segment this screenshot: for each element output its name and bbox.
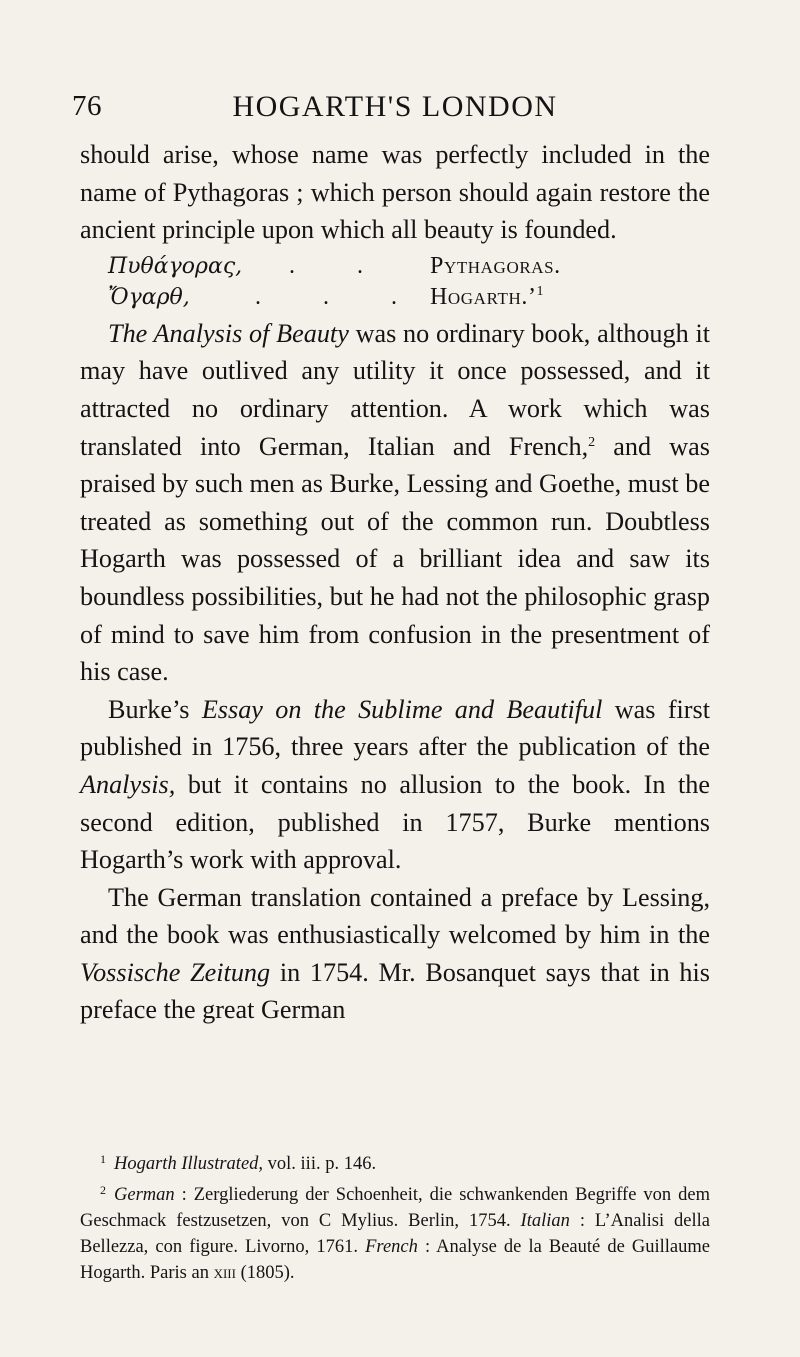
paragraph-text: but it contains no allusion to the book. In the second edition, published in 1757, Burke mentions Hogarth’s work with approval. [80,769,710,875]
paragraph-text: in 1754. Mr. Bosanquet says that in his preface the great German [80,957,710,1025]
book-title: Analysis, [80,769,176,799]
book-title: Essay on the Sublime and Beautiful [201,694,603,724]
running-title: HOGARTH'S LONDON [232,90,558,123]
running-head [72,90,710,130]
leader-dots: . . [289,252,391,279]
footnote-text: vol. iii. p. 146. [263,1154,377,1174]
paragraph-text: The German translation contained a preface by Lessing, and the book was enthusiastically welcomed by him in the [80,882,710,950]
body-text [80,136,710,1029]
greek-name: Πυθάγορας, [108,253,243,279]
footnote-ref: 2 [588,434,596,450]
greek-name: Ὄγαρθ, [108,284,190,310]
footnotes [80,1146,710,1286]
paragraph-text: was first published in 1756, three years after the publication of the [80,694,710,762]
footnote-title: Hogarth Illustrated, [114,1154,264,1174]
footnote-language: French [365,1237,418,1257]
signature-row [108,251,710,282]
paragraph-burke [80,691,710,879]
leader-dots: . . . [255,283,425,310]
latin-name [430,282,544,313]
footnote-ref: 1 [536,283,545,299]
page-number: 76 [72,90,102,122]
paragraph-text: was no ordinary book, although it may have outlived any utility it once possessed, and it attracted no ordinary attention. A work which was translated into German, Italian and French, [80,318,711,461]
latin-name: Pythagoras. [430,252,561,279]
footnote-language: Italian [520,1211,570,1231]
paragraph-analysis [80,315,710,691]
signature-table [108,251,710,313]
footnote-language: German [114,1185,175,1205]
footnote-text: : Zergliederung der Schoenheit, die schwankenden Begriffe von dem Geschmack festzusetzen, von C Mylius. Berlin, 1754. [80,1185,710,1231]
footnote-number: 1 [100,1152,106,1166]
newspaper-title: Vossische Zeitung [80,957,271,987]
footnote-text: : L’Analisi della Bellezza, con figure. Livorno, 1761. [80,1211,711,1257]
book-title: The Analysis of Beauty [108,318,349,348]
footnote-number: 2 [100,1183,106,1197]
paragraph-text: Burke’s [108,694,202,724]
footnote-2 [80,1177,710,1286]
footnote-year-republican: xiii [213,1263,236,1283]
footnote-text: (1805). [235,1263,295,1283]
footnote-1 [80,1146,710,1177]
paragraph-continuation: should arise, whose name was perfectly included in the name of Pythagoras ; which person should again restore the ancient principle upon which all beauty is founded. [80,140,710,245]
paragraph-lessing [80,879,710,1029]
latin-name-text: Hogarth.’ [430,283,537,310]
footnote-text: : Analyse de la Beauté de Guillaume Hogarth. Paris an [80,1237,710,1283]
paragraph-text: and was praised by such men as Burke, Lessing and Goethe, must be treated as something out of the common run. Doubtless Hogarth was possessed of a brilliant idea and saw its boundless possibilities, but he had not the philosophic grasp of mind to save him from confusion in the presentment of his case. [80,431,710,687]
signature-row [108,282,710,313]
